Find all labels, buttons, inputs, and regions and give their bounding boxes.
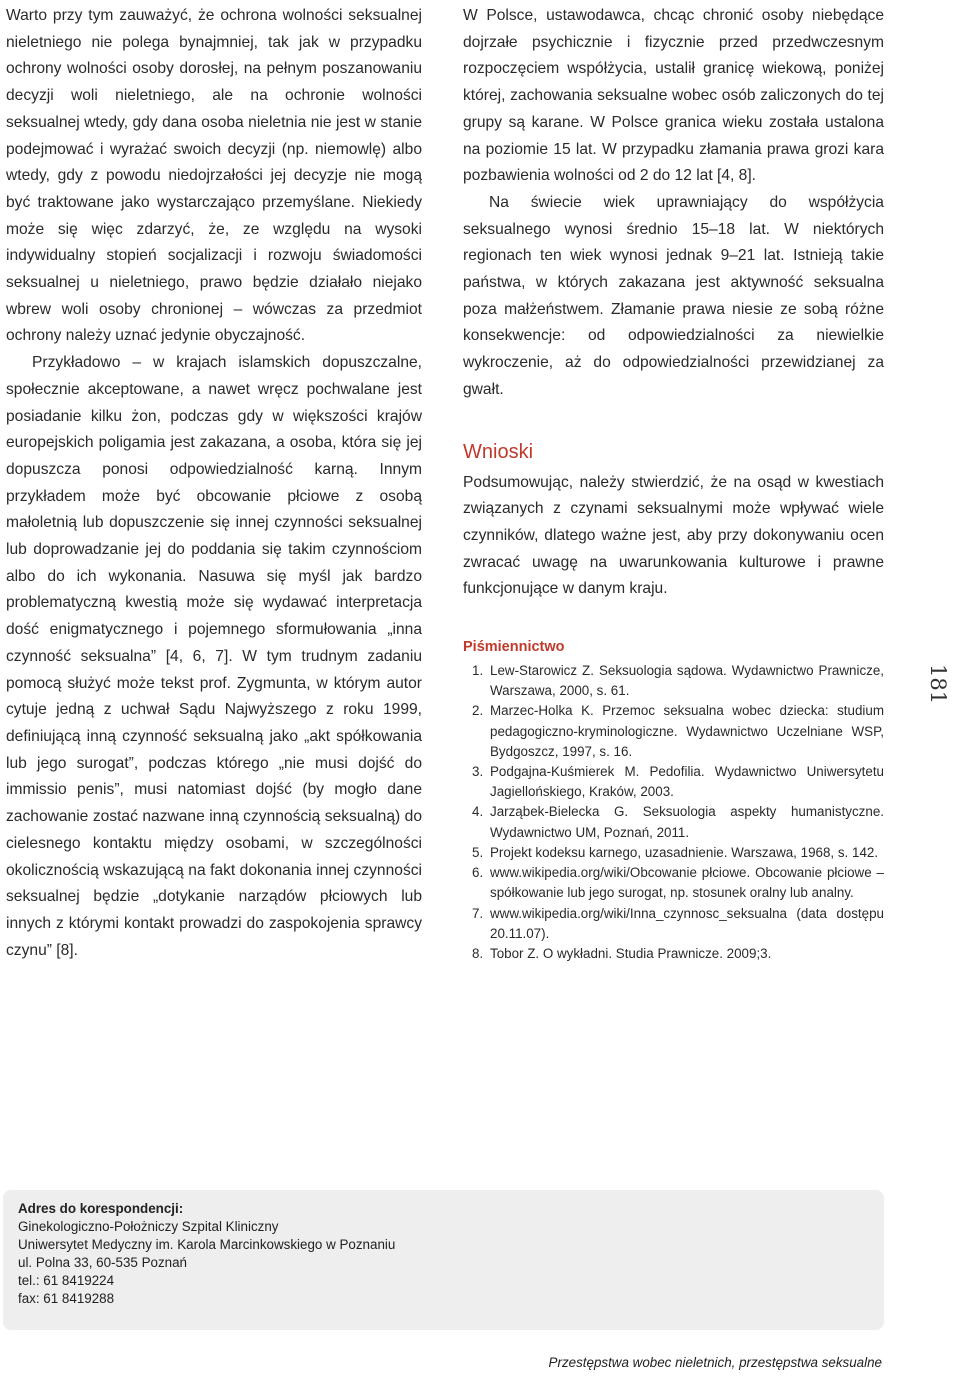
reference-item — [463, 843, 884, 863]
page-number: 181 — [926, 664, 950, 705]
reference-number: 3. — [472, 764, 484, 780]
reference-text: Lew-Starowicz Z. Seksuologia sądowa. Wydawnictwo Prawnicze, Warszawa, 2000, s. 61. — [490, 663, 884, 699]
body-paragraph: W Polsce, ustawodawca, chcąc chronić osoby niebędące dojrzałe psychicznie i fizycznie przed przedwczesnym rozpoczęciem współżycia, ustalił granicę wiekową, poniżej której, zachowania seksualne wobec osób zaliczonych do tej grupy są karane. W Polsce granica wieku została ustalona na poziomie 15 lat. W przypadku złamania prawa grozi kara pozbawienia wolności od 2 do 12 lat [4, 8]. — [463, 7, 884, 185]
correspondence-label: Adres do korespondencji: — [18, 1201, 184, 1216]
reference-item — [463, 863, 884, 903]
body-paragraph: Na świecie wiek uprawniający do współżycia seksualnego wynosi średnio 15–18 lat. W niektórych regionach ten wiek wynosi jednak 9–21 lat. Istnieją takie państwa, w których zakazana jest aktywność seksualna poza małżeństwem. Złamanie prawa niesie ze sobą różne konsekwencje: od odpowiedzialności za niewielkie wykroczenie, aż do odpowiedzialności przewidzianej za gwałt. — [463, 193, 884, 398]
reference-number: 7. — [472, 905, 484, 921]
reference-text: www.wikipedia.org/wiki/Inna_czynnosc_seksualna (data dostępu 20.11.07). — [490, 905, 884, 941]
reference-text: www.wikipedia.org/wiki/Obcowanie płciowe. Obcowanie płciowe – spółkowanie lub jego surogat, np. stosunek oralny lub analny. — [490, 865, 884, 901]
reference-number: 6. — [472, 865, 484, 881]
correspondence-box — [3, 1190, 884, 1330]
correspondence-line: Ginekologiczno-Położniczy Szpital Kliniczny — [18, 1219, 279, 1235]
reference-item — [463, 661, 884, 701]
reference-text: Projekt kodeksu karnego, uzasadnienie. Warszawa, 1968, s. 142. — [490, 844, 879, 860]
reference-item — [463, 904, 884, 944]
reference-text: Podgajna-Kuśmierek M. Pedofilia. Wydawnictwo Uniwersytetu Jagiellońskiego, Kraków, 2003. — [490, 764, 884, 800]
references-heading: Piśmiennictwo — [463, 639, 565, 656]
reference-number: 8. — [472, 945, 484, 961]
reference-item — [463, 802, 884, 842]
body-paragraph: Warto przy tym zauważyć, że ochrona wolności seksualnej nieletniego nie polega bynajmniej, tak jak w przypadku ochrony wolności osoby dorosłej, na pełnym poszanowaniu decyzji woli nieletniego, ale na ochronie wolności seksualnej wtedy, gdy dana osoba nieletnia nie jest w stanie podejmować i wyrażać swoich decyzji (np. niemowlę) albo wtedy, gdy z powodu niedojrzałości jej decyzje nie mogą być traktowane jako wystarczająco przemyślane. Niekiedy może się więc zdarzyć, że, ze względu na wysoki indywidualny stopień socjalizacji i rozwoju świadomości seksualnej u nieletniego, prawo będzie działało niejako wbrew woli osoby chronionej – wówczas za przedmiot ochrony należy uznać jedynie obyczajność. — [6, 7, 422, 345]
correspondence-line: Uniwersytet Medyczny im. Karola Marcinkowskiego w Poznaniu — [18, 1237, 396, 1253]
correspondence-line: ul. Polna 33, 60-535 Poznań — [18, 1255, 187, 1271]
reference-item — [463, 762, 884, 802]
reference-item — [463, 944, 884, 964]
reference-number: 2. — [472, 703, 484, 719]
running-footer: Przestępstwa wobec nieletnich, przestępstwa seksualne — [548, 1355, 882, 1370]
reference-text: Tobor Z. O wykładni. Studia Prawnicze. 2009;3. — [490, 945, 772, 961]
body-paragraph: Przykładowo – w krajach islamskich dopuszczalne, społecznie akceptowane, a nawet wręcz pochwalane jest posiadanie kilku żon, podczas gdy w większości krajów europejskich poligamia jest zakazana, a osoba, która się jej dopuszcza ponosi odpowiedzialność karną. Innym przykładem może być obcowanie płciowe z osobą małoletnią lub dopuszczenie się innej czynności seksualnej lub doprowadzanie jej do poddania się takim czynnościom albo do ich wykonania. Nasuwa się myśl jak bardzo problematyczną kwestią może się wydawać interpretacja dość enigmatycznego i pojemnego sformułowania „inna czynność seksualna” [4, 6, 7]. W tym trudnym zadaniu pomocą służyć może tekst prof. Zygmunta, w którym autor cytuje jedną z uchwał Sądu Najwyższego z roku 1999, definiującą inną czynność seksualną jako „akt spółkowania lub jego surogat”, podczas którego „nie musi dojść do immissio penis”, musi natomiast dojść (by mogło dane zachowanie zostać nazwane inną czynnością seksualną) do cielesnego kontaktu między osobami, w szczególności okolicznością wskazującą na fakt dokonania innej czynności seksualnej będzie „dotykanie narządów płciowych lub innych z którymi kontakt prowadzi do zaspokojenia sprawcy czynu” [8]. — [6, 354, 422, 959]
correspondence-line: fax: 61 8419288 — [18, 1291, 115, 1307]
reference-text: Jarząbek-Bielecka G. Seksuologia aspekty humanistyczne. Wydawnictwo UM, Poznań, 2011. — [490, 804, 884, 840]
reference-text: Marzec-Holka K. Przemoc seksualna wobec dziecka: studium pedagogiczno-kryminologiczne. Wydawnictwo Uczelniane WSP, Bydgoszcz, 1997, s. 16. — [490, 703, 884, 759]
reference-item — [463, 701, 884, 762]
reference-number: 4. — [472, 804, 484, 820]
reference-number: 1. — [472, 663, 484, 679]
references-list — [463, 661, 884, 964]
conclusions-paragraph: Podsumowując, należy stwierdzić, że na osąd w kwestiach związanych z czynami seksualnymi może wpływać wiele czynników, dlatego ważne jest, aby przy dokonywaniu ocen zwracać uwagę na uwarunkowania kulturowe i prawne funkcjonujące w danym kraju. — [463, 473, 884, 598]
correspondence-line: tel.: 61 8419224 — [18, 1273, 115, 1289]
left-column — [6, 3, 422, 964]
right-column — [463, 3, 884, 964]
reference-number: 5. — [472, 844, 484, 860]
conclusions-heading: Wnioski — [463, 440, 534, 463]
